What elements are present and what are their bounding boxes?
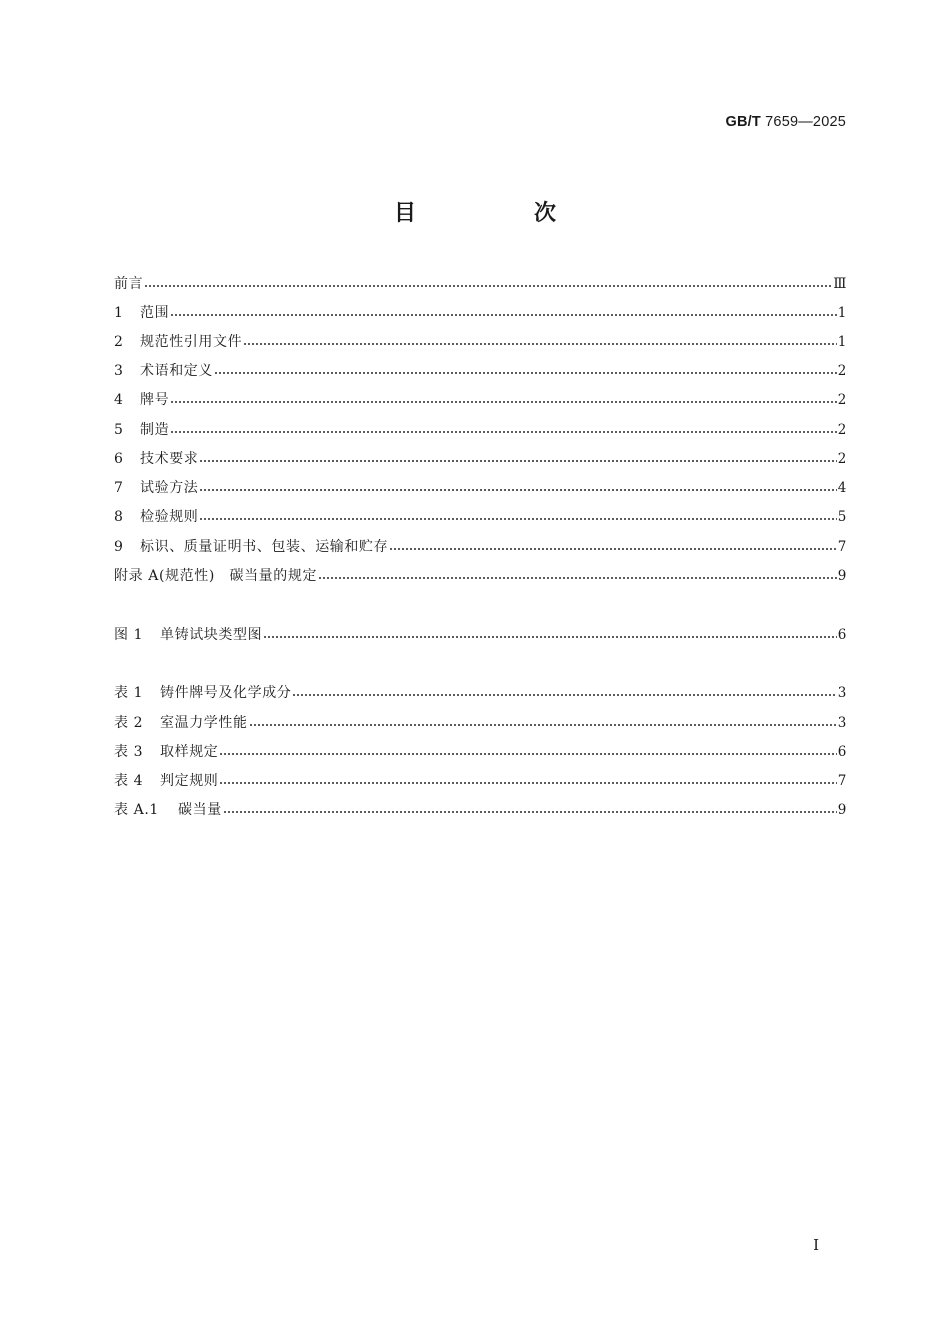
toc-entry-label: 术语和定义 bbox=[140, 363, 213, 379]
toc-table-1[interactable] bbox=[114, 682, 847, 704]
toc-entry-label: 技术要求 bbox=[140, 451, 199, 467]
toc-entry-label: 制造 bbox=[140, 422, 170, 438]
dot-leader bbox=[219, 753, 836, 755]
toc-entry-label: 牌号 bbox=[140, 392, 170, 408]
dot-leader bbox=[199, 489, 836, 491]
toc-entry-number: 5 bbox=[114, 422, 124, 438]
toc-entry-page: 6 bbox=[837, 744, 847, 760]
dot-leader bbox=[199, 518, 836, 520]
toc-entry-number: 表 2 bbox=[114, 715, 144, 731]
toc-entry-label: 前言 bbox=[114, 276, 144, 292]
toc-entry-page: 3 bbox=[837, 715, 847, 731]
toc-entry-label: 规范性引用文件 bbox=[140, 334, 243, 350]
toc-entry-number: 3 bbox=[114, 363, 124, 379]
dot-leader bbox=[318, 577, 837, 579]
toc-entry-4[interactable] bbox=[114, 389, 847, 411]
toc-entry-page: 6 bbox=[837, 627, 847, 643]
toc-entry-label: 附录 A(规范性) 碳当量的规定 bbox=[114, 568, 318, 584]
dot-leader bbox=[214, 372, 837, 374]
dot-leader bbox=[389, 548, 837, 550]
dot-leader bbox=[243, 343, 837, 345]
toc-entry-page: 7 bbox=[837, 773, 847, 789]
toc-entry-1[interactable] bbox=[114, 302, 847, 324]
toc-entry-number: 4 bbox=[114, 392, 124, 408]
toc-entry-appendix-a[interactable] bbox=[114, 565, 847, 587]
toc-entry-label: 铸件牌号及化学成分 bbox=[160, 685, 292, 701]
toc-entry-number: 8 bbox=[114, 509, 124, 525]
toc-entry-label: 室温力学性能 bbox=[160, 715, 248, 731]
page-title: 目 次 bbox=[393, 201, 604, 226]
toc-entry-7[interactable] bbox=[114, 477, 847, 499]
toc-entry-page: 2 bbox=[837, 422, 847, 438]
toc-entry-number: 表 1 bbox=[114, 685, 144, 701]
toc-entry-foreword[interactable] bbox=[114, 273, 847, 295]
toc-figure-1[interactable] bbox=[114, 624, 847, 646]
toc-entry-2[interactable] bbox=[114, 331, 847, 353]
toc-entry-3[interactable] bbox=[114, 360, 847, 382]
toc-entry-number: 6 bbox=[114, 451, 124, 467]
standard-code bbox=[726, 114, 847, 130]
toc-entry-page: 1 bbox=[837, 305, 847, 321]
toc-entry-label: 判定规则 bbox=[160, 773, 219, 789]
dot-leader bbox=[219, 782, 836, 784]
dot-leader bbox=[199, 460, 836, 462]
toc-entry-label: 检验规则 bbox=[140, 509, 199, 525]
standard-code-prefix: GB/T bbox=[725, 114, 761, 130]
toc-entry-page: 9 bbox=[837, 802, 847, 818]
toc-entry-page: Ⅲ bbox=[833, 276, 847, 292]
toc-entry-label: 试验方法 bbox=[140, 480, 199, 496]
dot-leader bbox=[223, 811, 837, 813]
toc-entry-page: 2 bbox=[837, 363, 847, 379]
dot-leader bbox=[170, 431, 837, 433]
toc-entry-page: 3 bbox=[837, 685, 847, 701]
toc-entry-page: 9 bbox=[837, 568, 847, 584]
toc-entry-label: 碳当量 bbox=[178, 802, 222, 818]
toc-entry-number: 2 bbox=[114, 334, 124, 350]
toc-entry-label: 标识、质量证明书、包装、运输和贮存 bbox=[140, 539, 389, 555]
toc-entry-number: 表 3 bbox=[114, 744, 144, 760]
toc-entry-8[interactable] bbox=[114, 506, 847, 528]
dot-leader bbox=[144, 285, 832, 287]
toc-entry-page: 1 bbox=[837, 334, 847, 350]
dot-leader bbox=[170, 401, 837, 403]
toc-table-2[interactable] bbox=[114, 712, 847, 734]
toc-entry-number: 图 1 bbox=[114, 627, 144, 643]
toc-entry-number: 1 bbox=[114, 305, 124, 321]
toc-entry-label: 范围 bbox=[140, 305, 170, 321]
standard-code-number: 7659—2025 bbox=[765, 114, 846, 130]
toc-entry-page: 7 bbox=[837, 539, 847, 555]
toc-entry-number: 7 bbox=[114, 480, 124, 496]
toc-table-a1[interactable] bbox=[114, 799, 847, 821]
toc-entry-5[interactable] bbox=[114, 419, 847, 441]
page-number: I bbox=[813, 1236, 819, 1254]
toc-entry-9[interactable] bbox=[114, 536, 847, 558]
toc-entry-number: 表 4 bbox=[114, 773, 144, 789]
toc-entry-label: 单铸试块类型图 bbox=[160, 627, 263, 643]
toc-table-4[interactable] bbox=[114, 770, 847, 792]
toc-table-3[interactable] bbox=[114, 741, 847, 763]
toc-entry-label: 取样规定 bbox=[160, 744, 219, 760]
dot-leader bbox=[292, 694, 836, 696]
toc-entry-page: 2 bbox=[837, 451, 847, 467]
dot-leader bbox=[249, 724, 837, 726]
toc-entry-number: 表 A.1 bbox=[114, 802, 159, 818]
toc-entry-page: 2 bbox=[837, 392, 847, 408]
dot-leader bbox=[170, 314, 837, 316]
toc-entry-page: 4 bbox=[837, 480, 847, 496]
toc-entry-number: 9 bbox=[114, 539, 124, 555]
toc-entry-page: 5 bbox=[837, 509, 847, 525]
toc-entry-6[interactable] bbox=[114, 448, 847, 470]
dot-leader bbox=[263, 636, 837, 638]
